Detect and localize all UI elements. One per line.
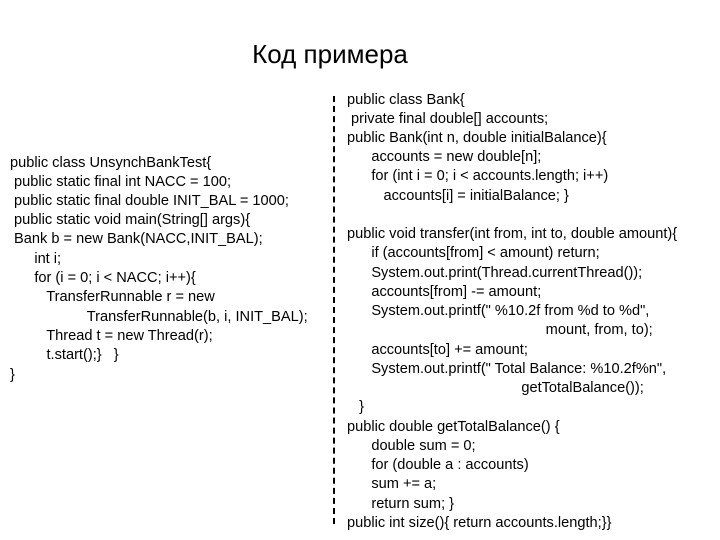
code-line: return sum; } — [347, 496, 455, 512]
code-line: public static final int NACC = 100; — [10, 174, 232, 190]
code-line: Thread t = new Thread(r); — [10, 328, 213, 344]
code-line: accounts[from] -= amount; — [347, 284, 542, 300]
code-line: for (int i = 0; i < accounts.length; i++) — [347, 168, 609, 184]
column-divider — [333, 96, 335, 524]
code-line: for (double a : accounts) — [347, 457, 529, 473]
slide-title: Код примера — [252, 39, 408, 69]
code-line: accounts = new double[n]; — [347, 149, 542, 165]
code-line: System.out.printf(" Total Balance: %10.2f%n", — [347, 361, 667, 377]
code-line: public class UnsynchBankTest{ — [10, 155, 212, 171]
code-line: int i; — [10, 251, 62, 267]
code-line: public int size(){ return accounts.length;}} — [347, 515, 612, 531]
code-line: public static final double INIT_BAL = 1000; — [10, 193, 289, 209]
code-line: public Bank(int n, double initialBalance){ — [347, 130, 607, 146]
code-line: System.out.print(Thread.currentThread()); — [347, 265, 643, 281]
code-line: System.out.printf(" %10.2f from %d to %d", — [347, 303, 650, 319]
code-line: TransferRunnable r = new — [10, 289, 215, 305]
code-line: t.start();} } — [10, 347, 119, 363]
code-line: public class Bank{ — [347, 92, 465, 108]
code-line: public void transfer(int from, int to, double amount){ — [347, 226, 678, 242]
code-line: public double getTotalBalance() { — [347, 419, 560, 435]
code-line: sum += a; — [347, 476, 437, 492]
code-line: public static void main(String[] args){ — [10, 212, 251, 228]
code-line: double sum = 0; — [347, 438, 476, 454]
code-line: TransferRunnable(b, i, INIT_BAL); — [10, 309, 308, 325]
code-line: getTotalBalance()); — [347, 380, 644, 396]
code-line: private final double[] accounts; — [347, 111, 549, 127]
code-line: if (accounts[from] < amount) return; — [347, 245, 600, 261]
code-line: Bank b = new Bank(NACC,INIT_BAL); — [10, 231, 263, 247]
code-line: } — [347, 399, 365, 415]
code-line: } — [10, 367, 15, 383]
code-line: for (i = 0; i < NACC; i++){ — [10, 270, 196, 286]
code-line: accounts[i] = initialBalance; } — [347, 188, 569, 204]
code-line: mount, from, to); — [347, 322, 653, 338]
code-line: accounts[to] += amount; — [347, 342, 528, 358]
